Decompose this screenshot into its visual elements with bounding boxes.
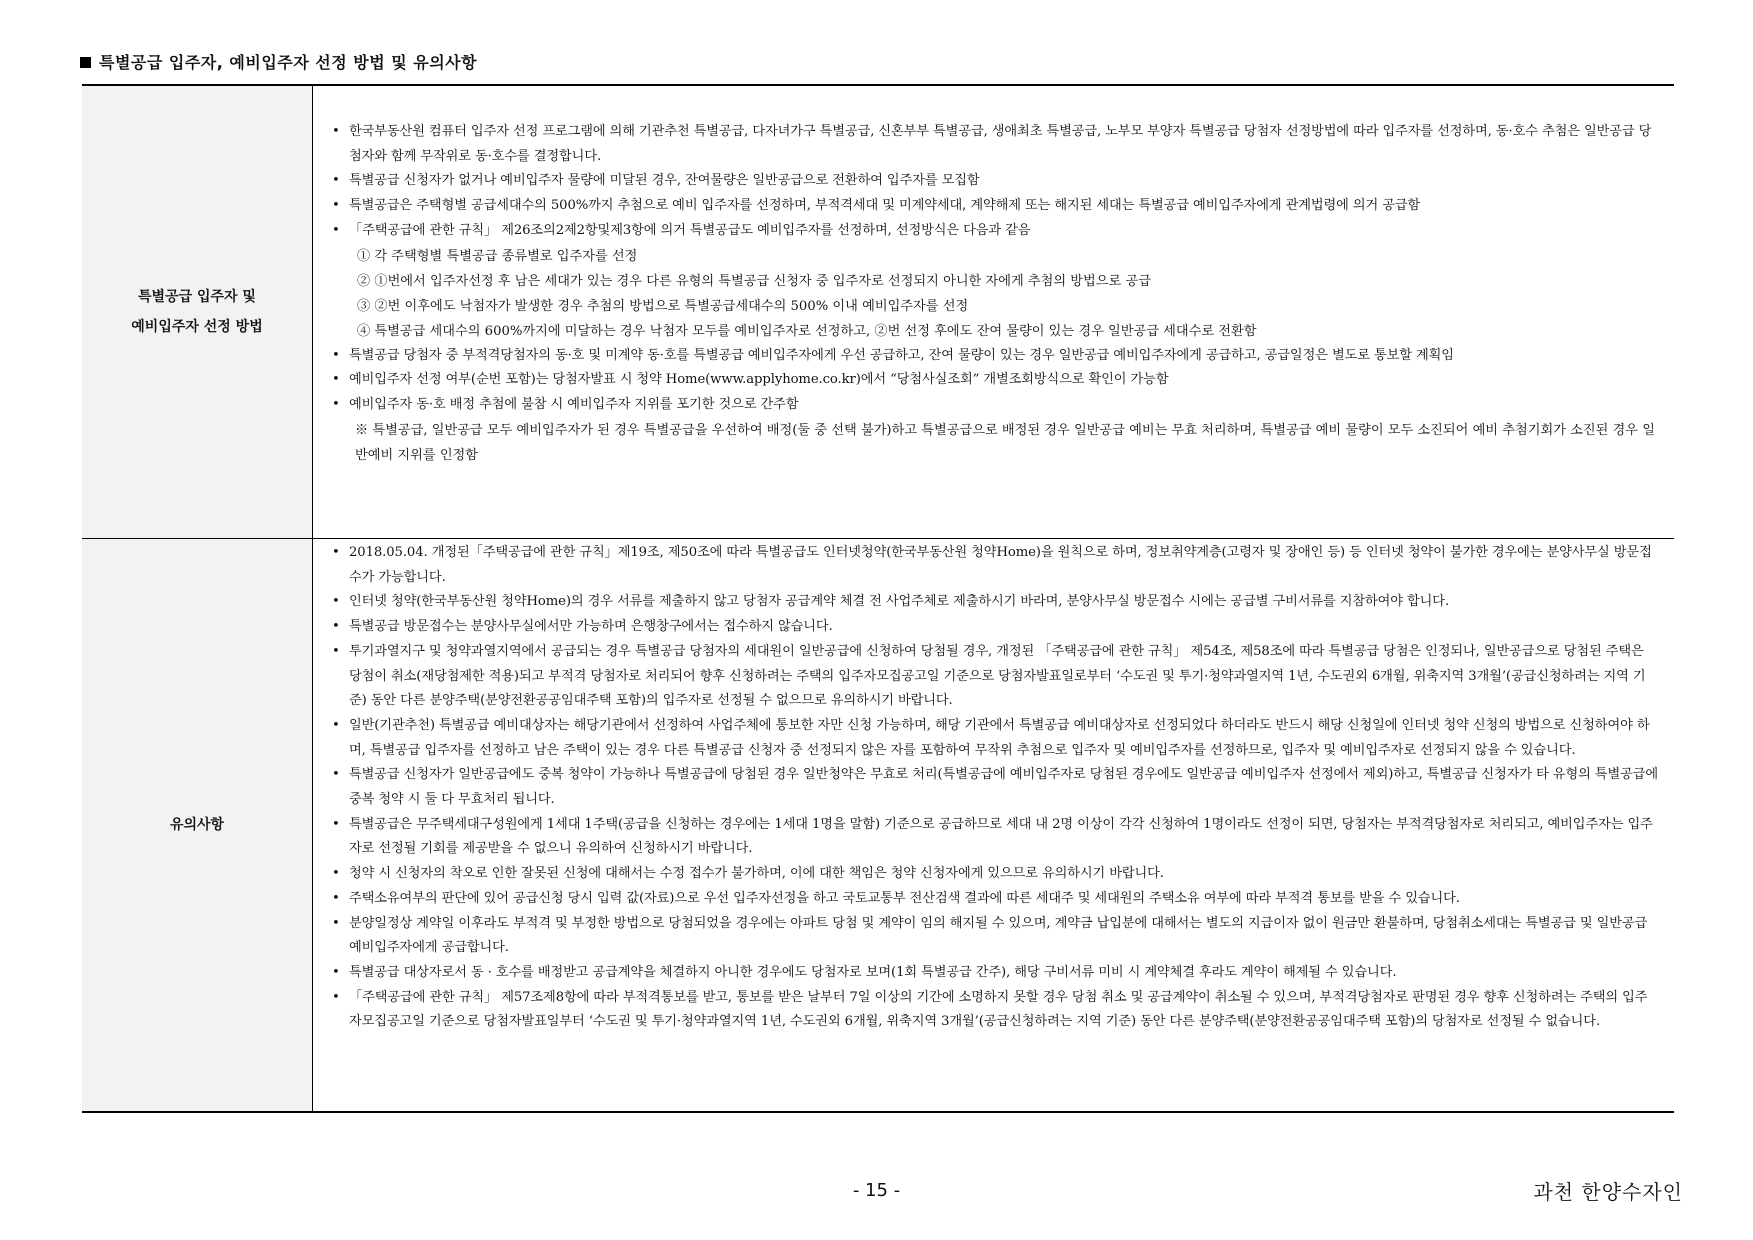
bullet-dot-icon: • (332, 964, 340, 980)
list-item: • 「주택공급에 관한 규칙」 제57조제8항에 따라 부적격통보를 받고, 통보를 받은 날부터 7일 이상의 기간에 소명하지 못할 경우 당첨 취소 및 공급계약이 취소될 수 있으며, 부적격당첨자로 판명된 경우 향후 신청하려는 주택의 입주자모집공고일 기준으로 당첨자발표일부터 ‘수도권 및 투기·청약과열지역 1년, 수도권외 6개월, 위축지역 3개월’(공급신청하려는 지역 기준) 동안 다른 분양주택(분양전환공공임대주택 포함)의 당첨자로 선정될 수 없습니다. (323, 986, 1660, 1035)
info-table (82, 84, 1674, 1113)
bullet-dot-icon: • (332, 816, 340, 832)
list-item: • 주택소유여부의 판단에 있어 공급신청 당시 입력 값(자료)으로 우선 입주자선정을 하고 국토교통부 전산검색 결과에 따른 세대주 및 세대원의 주택소유 여부에 따라 부적격 통보를 받을 수 있습니다. (323, 887, 1660, 912)
list-item: • 예비입주자 선정 여부(순번 포함)는 당첨자발표 시 청약 Home(www.applyhome.co.kr)에서 “당첨사실조회” 개별조회방식으로 확인이 가능함 (323, 368, 1660, 393)
list-item: • 특별공급 당첨자 중 부적격당첨자의 동·호 및 미계약 동·호를 특별공급 예비입주자에게 우선 공급하고, 잔여 물량이 있는 경우 일반공급 예비입주자에게 공급하고, 공급일정은 별도로 통보할 계획임 (323, 344, 1660, 369)
bullet-dot-icon: • (332, 717, 340, 733)
numbered-sublist (323, 244, 1660, 344)
bullet-dot-icon: • (332, 643, 340, 659)
bullet-dot-icon: • (332, 619, 340, 635)
row-selection-method (82, 85, 1674, 539)
list-item: • 인터넷 청약(한국부동산원 청약Home)의 경우 서류를 제출하지 않고 당첨자 공급계약 체결 전 사업주체로 제출하시기 바라며, 분양사무실 방문접수 시에는 공급별 구비서류를 지참하여야 합니다. (323, 590, 1660, 615)
bullet-list (323, 344, 1660, 418)
row-body-notices (313, 539, 1675, 1113)
row-body-selection (313, 85, 1675, 539)
list-item: • 「주택공급에 관한 규칙」 제26조의2제2항및제3항에 의거 특별공급도 예비입주자를 선정하며, 선정방식은 다음과 같음 (323, 219, 1660, 244)
sublist-item: ④ 특별공급 세대수의 600%까지에 미달하는 경우 낙첨자 모두를 예비입주자로 선정하고, ②번 선정 후에도 잔여 물량이 있는 경우 일반공급 세대수로 전환함 (357, 323, 1257, 339)
row-heading-selection (82, 85, 313, 539)
footnote: ※ 특별공급, 일반공급 모두 예비입주자가 된 경우 특별공급을 우선하여 배정(둘 중 선택 불가)하고 특별공급으로 배정된 경우 일반공급 예비는 무효 처리하며, 특별공급 예비 물량이 모두 소진되어 예비 추첨기회가 소진된 경우 일반예비 지위를 인정함 (355, 422, 1655, 463)
bullet-dot-icon: • (332, 594, 340, 610)
list-item: • 특별공급 신청자가 일반공급에도 중복 청약이 가능하나 특별공급에 당첨된 경우 일반청약은 무효로 처리(특별공급에 예비입주자로 당첨된 경우에도 일반공급 예비입주자 선정에서 제외)하고, 특별공급 신청자가 타 유형의 특별공급에 중복 청약 시 둘 다 무효처리 됩니다. (323, 763, 1660, 812)
row-heading-notices (82, 539, 313, 1113)
brand-name: 과천 한양수자인 (1533, 1180, 1683, 1204)
sublist-item: ② ①번에서 입주자선정 후 남은 세대가 있는 경우 다른 유형의 특별공급 신청자 중 입주자로 선정되지 아니한 자에게 추첨의 방법으로 공급 (357, 273, 1151, 289)
bullet-list (323, 120, 1660, 244)
bullet-dot-icon: • (332, 989, 340, 1005)
section-title (80, 50, 477, 73)
page-number: - 15 - (852, 1180, 901, 1201)
list-item: • 특별공급 신청자가 없거나 예비입주자 물량에 미달된 경우, 잔여물량은 일반공급으로 전환하여 입주자를 모집함 (323, 169, 1660, 194)
bullet-dot-icon: • (332, 173, 340, 189)
list-item: • 특별공급 대상자로서 동 · 호수를 배정받고 공급계약을 체결하지 아니한 경우에도 당첨자로 보며(1회 특별공급 간주), 해당 구비서류 미비 시 계약체결 후라도 계약이 해제될 수 있습니다. (323, 961, 1660, 986)
bullet-dot-icon: • (332, 866, 340, 882)
bullet-dot-icon: • (332, 222, 340, 238)
list-item: • 특별공급은 주택형별 공급세대수의 500%까지 추첨으로 예비 입주자를 선정하며, 부적격세대 및 미계약세대, 계약해제 또는 해지된 세대는 특별공급 예비입주자에게 관계법령에 의거 공급함 (323, 194, 1660, 219)
bullet-dot-icon: • (332, 198, 340, 214)
square-bullet-icon (80, 57, 91, 68)
list-item: • 특별공급 방문접수는 분양사무실에서만 가능하며 은행창구에서는 접수하지 않습니다. (323, 615, 1660, 640)
bullet-dot-icon: • (332, 396, 340, 412)
list-item: • 투기과열지구 및 청약과열지역에서 공급되는 경우 특별공급 당첨자의 세대원이 일반공급에 신청하여 당첨될 경우, 개정된 「주택공급에 관한 규칙」 제54조, 제58조에 따라 특별공급 당첨은 인정되나, 일반공급으로 당첨된 주택은 당첨이 취소(재당첨제한 적용)되고 부적격 당첨자로 처리되어 향후 신청하려는 주택의 입주자모집공고일 기준으로 당첨자발표일로부터 ‘수도권 및 투기·청약과열지역 1년, 수도권외 6개월, 위축지역 3개월’(공급신청하려는 지역 기준) 동안 다른 분양주택(분양전환공공임대주택 포함)의 입주자로 선정될 수 없으므로 유의하시기 바랍니다. (323, 640, 1660, 714)
list-item: • 예비입주자 동·호 배정 추첨에 불참 시 예비입주자 지위를 포기한 것으로 간주함 (323, 393, 1660, 418)
bullet-dot-icon: • (332, 767, 340, 783)
list-item: • 청약 시 신청자의 착오로 인한 잘못된 신청에 대해서는 수정 접수가 불가하며, 이에 대한 책임은 청약 신청자에게 있으므로 유의하시기 바랍니다. (323, 862, 1660, 887)
heading-line-2: 예비입주자 선정 방법 (131, 319, 263, 335)
bullet-dot-icon: • (332, 347, 340, 363)
bullet-dot-icon: • (332, 915, 340, 931)
list-item: • 2018.05.04. 개정된「주택공급에 관한 규칙」제19조, 제50조에 따라 특별공급도 인터넷청약(한국부동산원 청약Home)을 원칙으로 하며, 정보취약계층(고령자 및 장애인 등) 등 인터넷 청약이 불가한 경우에는 분양사무실 방문접수가 가능합니다. (323, 541, 1660, 590)
list-item: • 특별공급은 무주택세대구성원에게 1세대 1주택(공급을 신청하는 경우에는 1세대 1명을 말함) 기준으로 공급하므로 세대 내 2명 이상이 각각 신청하여 1명이라도 선정이 되면, 당첨자는 부적격당첨자로 처리되고, 예비입주자는 입주자로 선정될 기회를 제공받을 수 없으니 유의하여 신청하시기 바랍니다. (323, 813, 1660, 862)
list-item: • 일반(기관추천) 특별공급 예비대상자는 해당기관에서 선정하여 사업주체에 통보한 자만 신청 가능하며, 해당 기관에서 특별공급 예비대상자로 선정되었다 하더라도 반드시 해당 신청일에 인터넷 청약 신청의 방법으로 신청하여야 하며, 특별공급 입주자를 선정하고 남은 주택이 있는 경우 다른 특별공급 신청자 중 선정되지 않은 자를 포함하여 무작위 추첨으로 입주자 및 예비입주자를 선정하므로, 입주자 및 예비입주자로 선정되지 않을 수 있습니다. (323, 714, 1660, 763)
list-item: • 분양일정상 계약일 이후라도 부적격 및 부정한 방법으로 당첨되었을 경우에는 아파트 당첨 및 계약이 임의 해지될 수 있으며, 계약금 납입분에 대해서는 별도의 지급이자 없이 원금만 환불하며, 당첨취소세대는 특별공급 및 일반공급 예비입주자에게 공급합니다. (323, 912, 1660, 961)
section-title-text: 특별공급 입주자, 예비입주자 선정 방법 및 유의사항 (99, 53, 478, 72)
row-notices (82, 539, 1674, 1113)
sublist-item: ③ ②번 이후에도 낙첨자가 발생한 경우 추첨의 방법으로 특별공급세대수의 500% 이내 예비입주자를 선정 (357, 298, 969, 314)
bullet-list (323, 541, 1660, 1035)
list-item: • 한국부동산원 컴퓨터 입주자 선정 프로그램에 의해 기관추천 특별공급, 다자녀가구 특별공급, 신혼부부 특별공급, 생애최초 특별공급, 노부모 부양자 특별공급 당첨자 선정방법에 따라 입주자를 선정하며, 동·호수 추첨은 일반공급 당첨자와 함께 무작위로 동·호수를 결정합니다. (323, 120, 1660, 169)
bullet-dot-icon: • (332, 545, 340, 560)
bullet-dot-icon: • (332, 124, 340, 139)
heading-notices: 유의사항 (169, 817, 225, 833)
bullet-dot-icon: • (332, 890, 340, 906)
bullet-dot-icon: • (332, 372, 340, 388)
sublist-item: ① 각 주택형별 특별공급 종류별로 입주자를 선정 (357, 248, 638, 264)
heading-line-1: 특별공급 입주자 및 (138, 289, 256, 305)
